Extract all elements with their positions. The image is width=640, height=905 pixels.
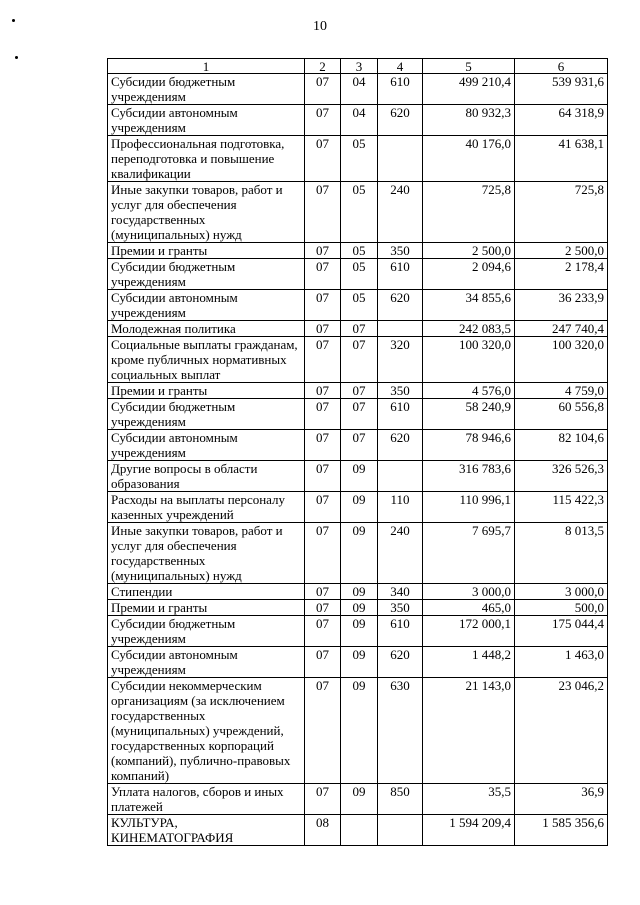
header-col-3: 3 [341, 59, 378, 74]
row-expense-type-code: 350 [378, 383, 423, 399]
row-expense-type-code [378, 136, 423, 182]
table-row [108, 647, 608, 678]
row-section-code: 07 [305, 678, 341, 784]
row-name-cell: Другие вопросы в области образования [108, 461, 305, 492]
table-row [108, 784, 608, 815]
row-subsection-code: 05 [341, 182, 378, 243]
row-subsection-code: 09 [341, 584, 378, 600]
table-body [108, 74, 608, 846]
table-row [108, 383, 608, 399]
budget-table [107, 58, 608, 846]
row-subsection-code: 07 [341, 399, 378, 430]
row-expense-type-code: 620 [378, 647, 423, 678]
row-amount-year-1: 100 320,0 [423, 337, 515, 383]
row-amount-year-1: 725,8 [423, 182, 515, 243]
row-amount-year-1: 1 594 209,4 [423, 815, 515, 846]
table-row [108, 523, 608, 584]
row-name-cell: Премии и гранты [108, 600, 305, 616]
row-subsection-code: 09 [341, 492, 378, 523]
row-section-code: 07 [305, 290, 341, 321]
row-subsection-code: 07 [341, 337, 378, 383]
row-amount-year-2: 64 318,9 [515, 105, 608, 136]
row-amount-year-1: 316 783,6 [423, 461, 515, 492]
page-number: 10 [313, 19, 327, 34]
table-row [108, 136, 608, 182]
row-name-cell: Стипендии [108, 584, 305, 600]
row-expense-type-code: 350 [378, 243, 423, 259]
row-name-cell: Субсидии бюджетным учреждениям [108, 616, 305, 647]
row-expense-type-code: 850 [378, 784, 423, 815]
table-row [108, 600, 608, 616]
row-name-cell: Премии и гранты [108, 383, 305, 399]
row-expense-type-code [378, 321, 423, 337]
row-amount-year-2: 41 638,1 [515, 136, 608, 182]
row-amount-year-1: 172 000,1 [423, 616, 515, 647]
row-subsection-code: 09 [341, 616, 378, 647]
row-section-code: 07 [305, 74, 341, 105]
row-subsection-code: 09 [341, 523, 378, 584]
row-name-cell: Расходы на выплаты персоналу казенных учреждений [108, 492, 305, 523]
table-row [108, 243, 608, 259]
row-amount-year-2: 175 044,4 [515, 616, 608, 647]
row-expense-type-code: 620 [378, 290, 423, 321]
row-expense-type-code: 630 [378, 678, 423, 784]
row-amount-year-1: 35,5 [423, 784, 515, 815]
row-amount-year-1: 40 176,0 [423, 136, 515, 182]
row-amount-year-2: 4 759,0 [515, 383, 608, 399]
row-name-cell: Иные закупки товаров, работ и услуг для обеспечения государственных (муниципальных) нужд [108, 182, 305, 243]
table-row [108, 74, 608, 105]
header-col-5: 5 [423, 59, 515, 74]
table-row [108, 182, 608, 243]
row-amount-year-2: 500,0 [515, 600, 608, 616]
row-expense-type-code: 610 [378, 399, 423, 430]
row-section-code: 07 [305, 584, 341, 600]
row-section-code: 07 [305, 430, 341, 461]
row-section-code: 07 [305, 600, 341, 616]
row-name-cell: Субсидии бюджетным учреждениям [108, 259, 305, 290]
row-section-code: 07 [305, 647, 341, 678]
row-section-code: 07 [305, 523, 341, 584]
row-amount-year-2: 36 233,9 [515, 290, 608, 321]
row-section-code: 07 [305, 259, 341, 290]
row-amount-year-2: 539 931,6 [515, 74, 608, 105]
table-row [108, 399, 608, 430]
row-amount-year-2: 1 585 356,6 [515, 815, 608, 846]
row-expense-type-code: 620 [378, 430, 423, 461]
row-amount-year-1: 3 000,0 [423, 584, 515, 600]
row-amount-year-1: 78 946,6 [423, 430, 515, 461]
row-amount-year-1: 34 855,6 [423, 290, 515, 321]
row-amount-year-2: 2 178,4 [515, 259, 608, 290]
row-amount-year-1: 2 094,6 [423, 259, 515, 290]
header-col-6: 6 [515, 59, 608, 74]
table-row [108, 337, 608, 383]
row-amount-year-2: 82 104,6 [515, 430, 608, 461]
row-subsection-code: 09 [341, 678, 378, 784]
table-row [108, 616, 608, 647]
row-subsection-code: 09 [341, 461, 378, 492]
header-col-4: 4 [378, 59, 423, 74]
row-subsection-code: 07 [341, 321, 378, 337]
row-subsection-code: 07 [341, 383, 378, 399]
row-subsection-code: 04 [341, 74, 378, 105]
row-name-cell: КУЛЬТУРА, КИНЕМАТОГРАФИЯ [108, 815, 305, 846]
table-row [108, 290, 608, 321]
row-amount-year-2: 247 740,4 [515, 321, 608, 337]
row-name-cell: Социальные выплаты гражданам, кроме публичных нормативных социальных выплат [108, 337, 305, 383]
row-expense-type-code: 340 [378, 584, 423, 600]
row-name-cell: Субсидии некоммерческим организациям (за исключением государственных (муниципальных) учреждений, государственных корпораций (компаний), публично-правовых компаний) [108, 678, 305, 784]
row-amount-year-2: 60 556,8 [515, 399, 608, 430]
row-section-code: 07 [305, 616, 341, 647]
row-amount-year-2: 3 000,0 [515, 584, 608, 600]
row-subsection-code: 09 [341, 784, 378, 815]
header-col-1: 1 [108, 59, 305, 74]
table-row [108, 105, 608, 136]
row-name-cell: Субсидии бюджетным учреждениям [108, 74, 305, 105]
row-subsection-code: 05 [341, 290, 378, 321]
row-expense-type-code [378, 815, 423, 846]
row-name-cell: Субсидии автономным учреждениям [108, 430, 305, 461]
row-section-code: 07 [305, 243, 341, 259]
header-col-2: 2 [305, 59, 341, 74]
row-expense-type-code: 110 [378, 492, 423, 523]
row-amount-year-2: 1 463,0 [515, 647, 608, 678]
row-name-cell: Субсидии автономным учреждениям [108, 290, 305, 321]
row-subsection-code: 09 [341, 647, 378, 678]
row-amount-year-1: 1 448,2 [423, 647, 515, 678]
table-row [108, 259, 608, 290]
table-row [108, 678, 608, 784]
table-row [108, 461, 608, 492]
row-section-code: 07 [305, 399, 341, 430]
margin-dot-bottom [15, 56, 18, 59]
row-amount-year-1: 21 143,0 [423, 678, 515, 784]
row-amount-year-2: 36,9 [515, 784, 608, 815]
row-amount-year-1: 58 240,9 [423, 399, 515, 430]
row-section-code: 07 [305, 105, 341, 136]
row-amount-year-2: 23 046,2 [515, 678, 608, 784]
table-row [108, 584, 608, 600]
row-amount-year-1: 7 695,7 [423, 523, 515, 584]
row-subsection-code: 04 [341, 105, 378, 136]
row-name-cell: Уплата налогов, сборов и иных платежей [108, 784, 305, 815]
row-section-code: 07 [305, 182, 341, 243]
row-expense-type-code: 620 [378, 105, 423, 136]
row-amount-year-2: 8 013,5 [515, 523, 608, 584]
row-amount-year-1: 465,0 [423, 600, 515, 616]
row-subsection-code [341, 815, 378, 846]
row-expense-type-code: 610 [378, 616, 423, 647]
row-amount-year-2: 100 320,0 [515, 337, 608, 383]
row-expense-type-code: 350 [378, 600, 423, 616]
row-section-code: 07 [305, 492, 341, 523]
row-name-cell: Профессиональная подготовка, переподготовка и повышение квалификации [108, 136, 305, 182]
row-amount-year-1: 499 210,4 [423, 74, 515, 105]
row-section-code: 07 [305, 461, 341, 492]
row-subsection-code: 07 [341, 430, 378, 461]
row-amount-year-1: 4 576,0 [423, 383, 515, 399]
row-amount-year-2: 2 500,0 [515, 243, 608, 259]
table-row [108, 321, 608, 337]
row-expense-type-code: 240 [378, 523, 423, 584]
row-expense-type-code [378, 461, 423, 492]
row-subsection-code: 05 [341, 243, 378, 259]
row-expense-type-code: 240 [378, 182, 423, 243]
row-name-cell: Субсидии автономным учреждениям [108, 647, 305, 678]
row-name-cell: Молодежная политика [108, 321, 305, 337]
row-expense-type-code: 610 [378, 74, 423, 105]
row-section-code: 07 [305, 337, 341, 383]
table-row [108, 492, 608, 523]
row-name-cell: Премии и гранты [108, 243, 305, 259]
row-section-code: 08 [305, 815, 341, 846]
row-amount-year-1: 2 500,0 [423, 243, 515, 259]
row-name-cell: Иные закупки товаров, работ и услуг для обеспечения государственных (муниципальных) нужд [108, 523, 305, 584]
row-expense-type-code: 320 [378, 337, 423, 383]
row-amount-year-1: 242 083,5 [423, 321, 515, 337]
row-section-code: 07 [305, 784, 341, 815]
row-amount-year-2: 115 422,3 [515, 492, 608, 523]
row-section-code: 07 [305, 136, 341, 182]
row-subsection-code: 05 [341, 259, 378, 290]
table-row [108, 815, 608, 846]
row-amount-year-1: 110 996,1 [423, 492, 515, 523]
row-amount-year-1: 80 932,3 [423, 105, 515, 136]
row-amount-year-2: 326 526,3 [515, 461, 608, 492]
row-amount-year-2: 725,8 [515, 182, 608, 243]
table-row [108, 430, 608, 461]
row-expense-type-code: 610 [378, 259, 423, 290]
row-section-code: 07 [305, 383, 341, 399]
row-name-cell: Субсидии бюджетным учреждениям [108, 399, 305, 430]
row-name-cell: Субсидии автономным учреждениям [108, 105, 305, 136]
row-section-code: 07 [305, 321, 341, 337]
row-subsection-code: 05 [341, 136, 378, 182]
table-header-row [108, 59, 608, 74]
row-subsection-code: 09 [341, 600, 378, 616]
